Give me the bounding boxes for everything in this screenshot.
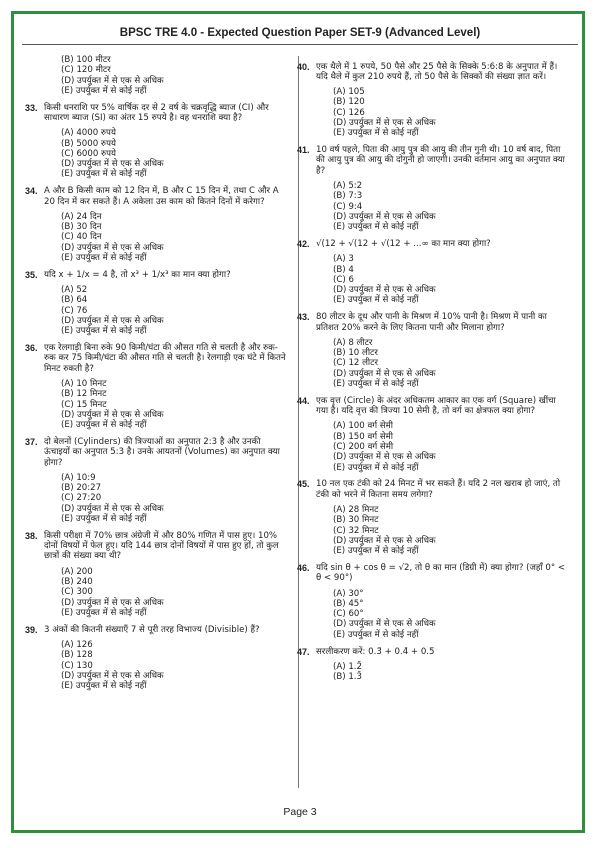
question-number: 35. [25, 269, 38, 280]
answer-option: (E) उपर्युक्त में से कोई नहीं [61, 253, 147, 264]
answer-option: (C) 126 [333, 107, 365, 118]
question-text: 10 वर्ष पहले, पिता की आयु पुत्र की आयु की तीन गुनी थी। 10 वर्ष बाद, पिता की आयु पुत्र की आयु की दोगुनी हो जाएगी। उनकी वर्तमान आयु का अनुपात क्या है? [316, 145, 565, 176]
question-number: 42. [297, 238, 310, 249]
question-number: 39. [25, 624, 38, 635]
answer-option: (A) 1.2̄ [333, 661, 362, 672]
right-column [297, 55, 570, 683]
answer-option: (A) 10:9 [61, 472, 96, 483]
answer-option: (A) 28 मिनट [333, 504, 379, 515]
question-number: 33. [25, 102, 38, 113]
answer-option: (A) 52 [61, 285, 88, 296]
answer-option: (B) 128 [61, 650, 93, 661]
answer-option: (A) 8 लीटर [333, 337, 373, 348]
header-divider [22, 44, 578, 45]
question-text: दो बेलनों (Cylinders) की त्रिज्याओं का अनुपात 2:3 है और उनकी ऊंचाइयों का अनुपात 5:3 है। उनके आयतनों (Volumes) का अनुपात क्या होगा? [44, 437, 280, 468]
answer-option: (C) 120 मीटर [61, 65, 111, 76]
question-text: यदि sin θ + cos θ = √2, तो θ का मान (डिग्री में) क्या होगा? (जहाँ 0° < θ < 90°) [316, 562, 566, 584]
answer-option: (E) उपर्युक्त में से कोई नहीं [61, 514, 147, 525]
answer-option: (B) 120 [333, 97, 365, 108]
question-text: A और B किसी काम को 12 दिन में, B और C 15 दिन में, तथा C और A 20 दिन में कर सकते हैं। A अकेला उस काम को कितने दिनों में करेगा? [44, 186, 279, 207]
question-number: 47. [297, 646, 310, 657]
question-item [25, 437, 287, 525]
answer-option: (D) उपर्युक्त में से एक से अधिक [333, 452, 436, 463]
answer-option: (C) 32 मिनट [333, 525, 379, 536]
answer-option: (A) 200 [61, 566, 93, 577]
question-item [297, 238, 570, 306]
answer-option: (B) 150 वर्ग सेमी [333, 431, 393, 442]
answer-option: (E) उपर्युक्त में से कोई नहीं [61, 85, 147, 96]
question-item [297, 145, 570, 233]
answer-option: (C) 60° [333, 609, 364, 620]
answer-option: (C) 9:4 [333, 201, 363, 212]
question-number: 34. [25, 186, 38, 197]
answer-option: (A) 3 [333, 254, 354, 265]
answer-option: (B) 10 लीटर [333, 348, 378, 359]
answer-option: (D) उपर्युक्त में से एक से अधिक [61, 159, 164, 170]
answer-option: (E) उपर्युक्त में से कोई नहीं [333, 128, 419, 139]
answer-option: (C) 27:20 [61, 493, 102, 504]
answer-option: (D) उपर्युक्त में से एक से अधिक [333, 285, 436, 296]
question-item [297, 479, 570, 557]
question-text: 10 नल एक टंकी को 24 मिनट में भर सकते हैं। यदि 2 नल खराब हो जाएं, तो टंकी को भरने में कितना समय लगेगा? [316, 479, 561, 500]
page-number: Page 3 [283, 806, 317, 818]
question-number: 36. [25, 343, 38, 354]
answer-option: (C) 6 [333, 274, 354, 285]
answer-option: (B) 20:27 [61, 483, 102, 494]
answer-option: (B) 240 [61, 577, 93, 588]
answer-option: (A) 105 [333, 87, 365, 98]
answer-option: (E) उपर्युक्त में से कोई नहीं [333, 462, 419, 473]
question-item [25, 624, 287, 692]
answer-option: (A) 126 [61, 640, 93, 651]
question-text: 80 लीटर के दूध और पानी के मिश्रण में 10% पानी है। मिश्रण में पानी का प्रतिशत 20% करने के लिए कितना पानी और मिलाना होगा? [316, 312, 547, 333]
question-text: किसी धनराशि पर 5% वार्षिक दर से 2 वर्ष के चक्रवृद्धि ब्याज (CI) और साधारण ब्याज (SI) का अंतर 15 रुपये है। वह धनराशि क्या है? [44, 102, 269, 123]
answer-option: (D) उपर्युक्त में से एक से अधिक [61, 75, 164, 86]
answer-option: (B) 12 मिनट [61, 389, 107, 400]
question-item [25, 102, 287, 180]
question-text: किसी परीक्षा में 70% छात्र अंग्रेजी में और 80% गणित में पास हुए। 10% दोनों विषयों में फेल हुए। यदि 144 छात्र दोनों विषयों में पास हुए हों, तो कुल छात्रों की संख्या क्या थी? [44, 530, 279, 562]
answer-option: (D) उपर्युक्त में से एक से अधिक [61, 670, 164, 681]
answer-option: (E) उपर्युक्त में से कोई नहीं [333, 546, 419, 557]
question-item [297, 61, 570, 139]
page-title: BPSC TRE 4.0 - Expected Question Paper SET-9 (Advanced Level) [119, 27, 481, 39]
answer-option: (A) 30° [333, 588, 364, 599]
question-number: 45. [297, 479, 310, 490]
answer-option: (B) 45° [333, 598, 364, 609]
question-number: 40. [297, 61, 310, 72]
question-text: 3 अंकों की कितनी संख्याएँ 7 से पूरी तरह विभाज्य (Divisible) हैं? [44, 624, 260, 635]
question-number: 43. [297, 312, 310, 323]
answer-option: (D) उपर्युक्त में से एक से अधिक [333, 368, 436, 379]
answer-option: (B) 30 मिनट [333, 515, 379, 526]
question-text: √(12 + √(12 + √(12 + ...∞ का मान क्या होगा? [316, 238, 491, 249]
answer-option: (B) 5000 रुपये [61, 138, 116, 149]
question-item [25, 530, 287, 618]
answer-option: (E) उपर्युक्त में से कोई नहीं [61, 420, 147, 431]
question-item [25, 269, 287, 337]
answer-option: (E) उपर्युक्त में से कोई नहीं [333, 379, 419, 390]
answer-option: (E) उपर्युक्त में से कोई नहीं [61, 607, 147, 618]
column-divider [298, 56, 299, 788]
answer-option: (E) उपर्युक्त में से कोई नहीं [333, 222, 419, 233]
question-item [297, 312, 570, 390]
answer-option: (C) 15 मिनट [61, 399, 107, 410]
answer-option: (A) 100 वर्ग सेमी [333, 421, 393, 432]
answer-option: (D) उपर्युक्त में से एक से अधिक [61, 597, 164, 608]
answer-option: (B) 4 [333, 264, 354, 275]
carryover-options [44, 55, 287, 96]
question-item [25, 343, 287, 431]
answer-option: (C) 40 दिन [61, 232, 102, 243]
answer-option: (C) 76 [61, 305, 88, 316]
question-number: 44. [297, 395, 310, 406]
answer-option: (D) उपर्युक्त में से एक से अधिक [333, 211, 436, 222]
answer-option: (E) उपर्युक्त में से कोई नहीं [61, 681, 147, 692]
answer-option: (D) उपर्युक्त में से एक से अधिक [333, 619, 436, 630]
answer-option: (C) 6000 रुपये [61, 148, 117, 159]
answer-option: (D) उपर्युक्त में से एक से अधिक [61, 242, 164, 253]
question-text: सरलीकरण करें: 0.3̄ + 0.4̄ + 0.5̄ [316, 646, 435, 657]
question-item [25, 186, 287, 264]
answer-option: (C) 12 लीटर [333, 358, 379, 369]
answer-option: (D) उपर्युक्त में से एक से अधिक [61, 316, 164, 327]
question-text: एक थैले में 1 रुपये, 50 पैसे और 25 पैसे के सिक्के 5:6:8 के अनुपात में हैं। यदि थैले में कुल 210 रुपये हैं, तो 50 पैसे के सिक्कों की संख्या ज्ञात करें। [316, 61, 558, 82]
answer-option: (A) 24 दिन [61, 211, 102, 222]
question-number: 41. [297, 145, 310, 156]
left-column [25, 55, 287, 692]
answer-option: (E) उपर्युक्त में से कोई नहीं [61, 169, 147, 180]
answer-option: (D) उपर्युक्त में से एक से अधिक [61, 409, 164, 420]
question-item [297, 562, 570, 640]
question-text: एक रेलगाड़ी बिना रुके 90 किमी/घंटा की औसत गति से चलती है और रुक-रुक कर 75 किमी/घंटा की औसत गति से चलती है। रेलगाड़ी एक घंटे में कितने मिनट रुकती है? [44, 343, 286, 374]
answer-option: (E) उपर्युक्त में से कोई नहीं [61, 326, 147, 337]
answer-option: (E) उपर्युक्त में से कोई नहीं [333, 629, 419, 640]
question-number: 37. [25, 437, 38, 447]
answer-option: (A) 4000 रुपये [61, 128, 116, 139]
answer-option: (C) 300 [61, 587, 93, 598]
answer-option: (A) 5:2 [333, 180, 363, 191]
answer-option: (D) उपर्युक्त में से एक से अधिक [333, 117, 436, 128]
answer-option: (C) 200 वर्ग सेमी [333, 442, 394, 452]
answer-option: (D) उपर्युक्त में से एक से अधिक [61, 503, 164, 514]
answer-option: (E) उपर्युक्त में से कोई नहीं [333, 295, 419, 306]
answer-option: (B) 1.3̄ [333, 672, 362, 683]
answer-option: (D) उपर्युक्त में से एक से अधिक [333, 535, 436, 546]
answer-option: (C) 130 [61, 660, 93, 671]
answer-option: (B) 7:3 [333, 191, 363, 202]
question-number: 46. [297, 562, 310, 573]
answer-option: (B) 30 दिन [61, 222, 102, 233]
question-text: एक वृत्त (Circle) के अंदर अधिकतम आकार का एक वर्ग (Square) खींचा गया है। यदि वृत्त की त्रिज्या 10 सेमी है, तो वर्ग का क्षेत्रफल क्या होगा? [316, 395, 556, 417]
answer-option: (A) 10 मिनट [61, 379, 107, 390]
answer-option: (B) 64 [61, 295, 88, 306]
answer-option: (B) 100 मीटर [61, 55, 111, 65]
question-number: 38. [25, 530, 38, 541]
question-item [297, 395, 570, 473]
question-item [297, 646, 570, 683]
question-text: यदि x + 1/x = 4 है, तो x³ + 1/x³ का मान क्या होगा? [44, 269, 231, 280]
